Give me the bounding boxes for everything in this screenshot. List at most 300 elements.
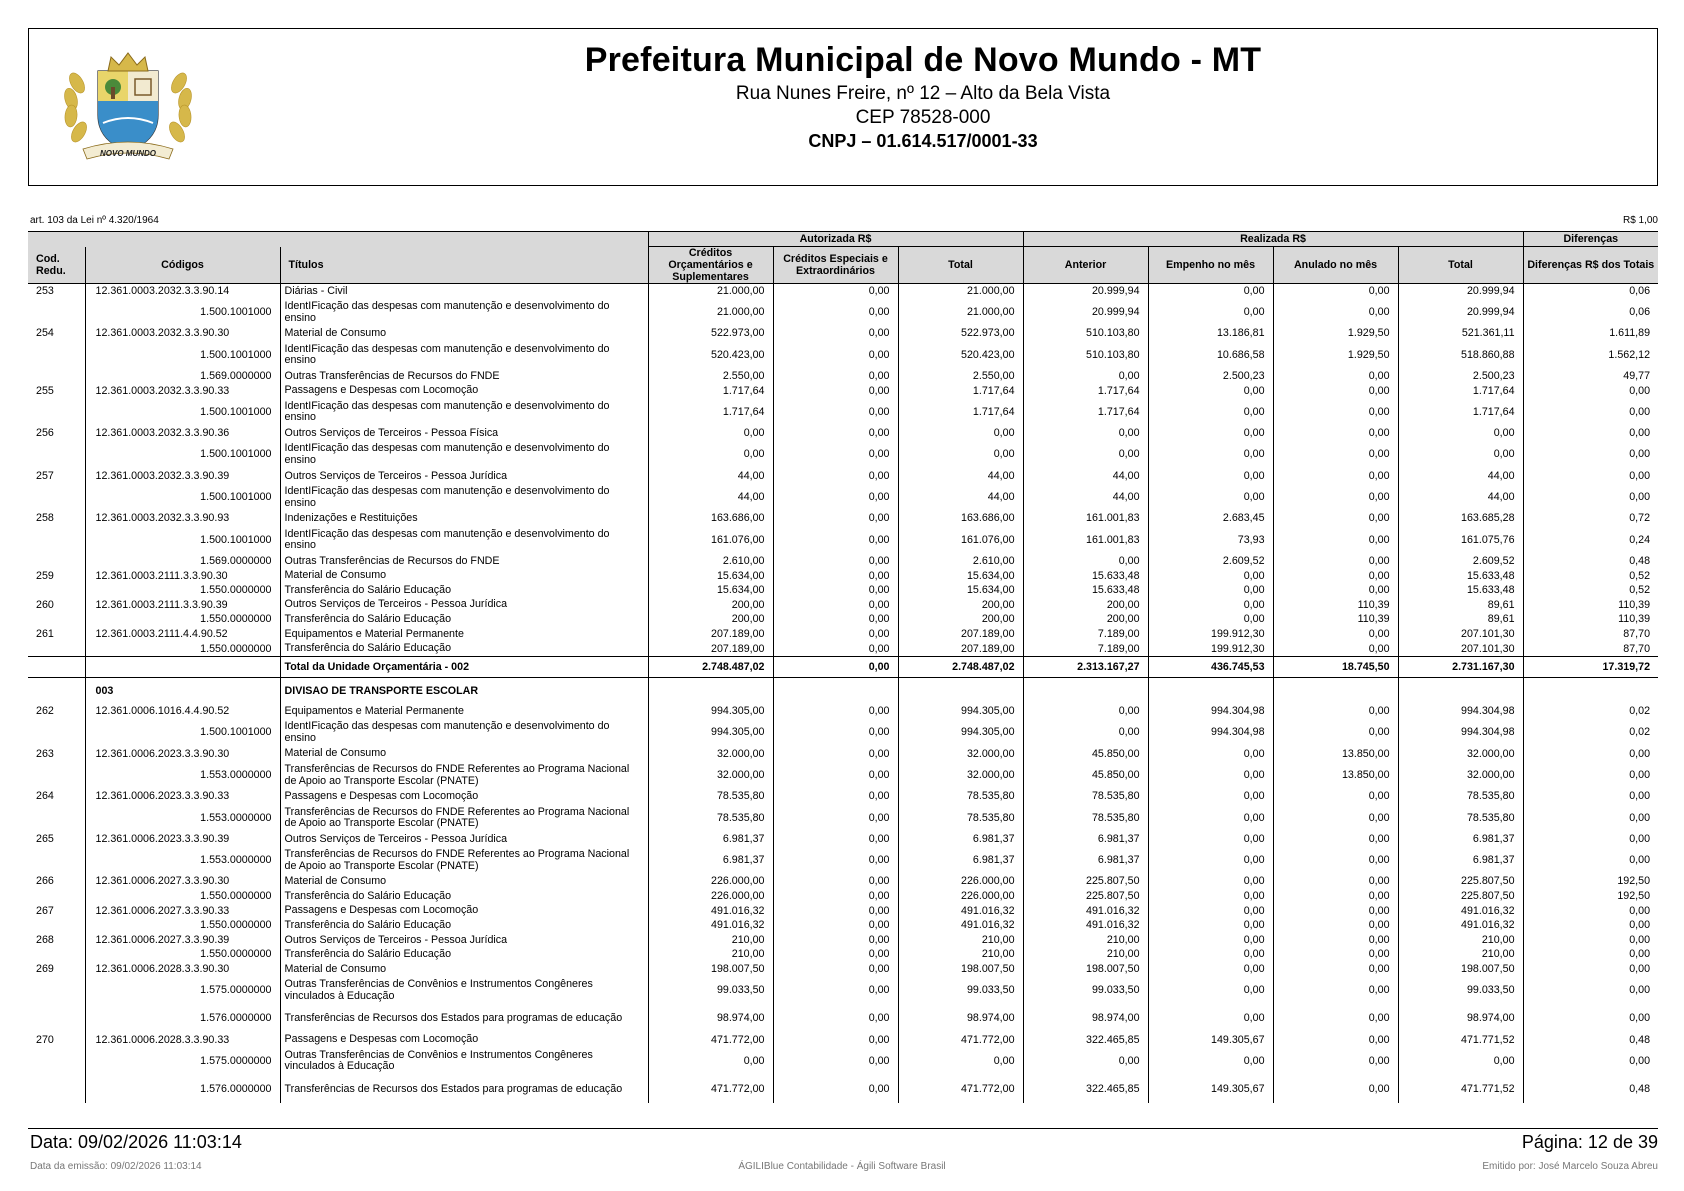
cell-anulado-mes: 1.929,50	[1273, 341, 1398, 369]
cell-title: Transferência do Salário Educação	[280, 918, 648, 933]
cell-code: 12.361.0003.2032.3.3.90.30	[85, 327, 280, 342]
cell-total-autorizada: 471.772,00	[898, 1033, 1023, 1048]
cell-creditos-orcamentarios: 1.717,64	[648, 398, 773, 426]
cell-cod: 270	[36, 1033, 54, 1046]
cell-total-autorizada: 994.305,00	[898, 719, 1023, 747]
cell-total-realizada: 32.000,00	[1398, 747, 1523, 762]
cell-total-autorizada: 161.076,00	[898, 526, 1023, 554]
cell-creditos-especiais: 0,00	[773, 948, 898, 963]
cell-diferencas: 0,06	[1523, 299, 1658, 327]
cell-total-title: Total da Unidade Orçamentária - 002	[280, 657, 648, 678]
cell-anulado-mes: 0,00	[1273, 904, 1398, 919]
cell-code: 1.550.0000000	[85, 918, 280, 933]
cell-diferencas: 0,00	[1523, 977, 1658, 1005]
cell-anulado-mes: 0,00	[1273, 704, 1398, 719]
cell-total-realizada: 0,00	[1398, 1047, 1523, 1075]
cell-code: 1.550.0000000	[85, 889, 280, 904]
cell-total-realizada: 225.807,50	[1398, 875, 1523, 890]
cell-empenho-mes: 149.305,67	[1148, 1075, 1273, 1103]
cell-diferencas: 0,00	[1523, 933, 1658, 948]
cell-cod	[28, 977, 85, 1005]
cell-anulado-mes: 110,39	[1273, 613, 1398, 628]
cell-total-realizada: 44,00	[1398, 484, 1523, 512]
cell-cod: 263	[36, 747, 54, 760]
cell-title: Transferências de Recursos do FNDE Referentes ao Programa Nacional de Apoio ao Transporte Escolar (PNATE)	[280, 804, 648, 832]
cell-cod	[28, 526, 85, 554]
table-subrow	[28, 554, 1658, 569]
cell-cod: 262	[36, 705, 54, 718]
cell-anterior: 491.016,32	[1023, 904, 1148, 919]
cell-diferencas: 0,00	[1523, 948, 1658, 963]
cell-anterior: 0,00	[1023, 369, 1148, 384]
cell-cod	[28, 762, 85, 790]
cell-cod	[28, 657, 85, 678]
cell-title: IdentIFicação das despesas com manutenção e desenvolvimento do ensino	[280, 341, 648, 369]
budget-execution-table	[28, 231, 1658, 1103]
cell-empenho-mes: 2.500,23	[1148, 369, 1273, 384]
cell-code: 1.500.1001000	[85, 526, 280, 554]
cell-anterior: 161.001,83	[1023, 526, 1148, 554]
cell-code: 12.361.0003.2111.3.3.90.30	[85, 569, 280, 584]
cell-creditos-orcamentarios: 994.305,00	[648, 704, 773, 719]
cell-total-realizada: 32.000,00	[1398, 762, 1523, 790]
cell-creditos-orcamentarios: 78.535,80	[648, 790, 773, 805]
cell-cod	[28, 642, 85, 657]
cell-empenho-mes: 994.304,98	[1148, 704, 1273, 719]
cell-creditos-orcamentarios: 471.772,00	[648, 1033, 773, 1048]
cell-empenho-mes: 0,00	[1148, 962, 1273, 977]
cell-empty	[1273, 678, 1398, 705]
cell-title: IdentIFicação das despesas com manutenção e desenvolvimento do ensino	[280, 398, 648, 426]
cell-empenho-mes: 0,00	[1148, 918, 1273, 933]
cell-diferencas: 0,02	[1523, 704, 1658, 719]
cell-diferencas: 192,50	[1523, 889, 1658, 904]
cell-creditos-especiais: 0,00	[773, 962, 898, 977]
cell-total-autorizada: 15.634,00	[898, 583, 1023, 598]
cell-total-realizada: 78.535,80	[1398, 790, 1523, 805]
cell-cod	[28, 613, 85, 628]
cell-anulado-mes: 0,00	[1273, 627, 1398, 642]
cell-diferencas: 0,00	[1523, 384, 1658, 399]
cell-anulado-mes: 0,00	[1273, 299, 1398, 327]
table-subrow	[28, 299, 1658, 327]
cell-anulado-mes: 0,00	[1273, 1075, 1398, 1103]
cell-anterior: 15.633,48	[1023, 569, 1148, 584]
cell-anterior: 78.535,80	[1023, 790, 1148, 805]
cell-anterior: 210,00	[1023, 948, 1148, 963]
cell-title: Material de Consumo	[280, 962, 648, 977]
cell-code: 1.500.1001000	[85, 341, 280, 369]
cell-diferencas: 0,48	[1523, 1033, 1658, 1048]
cell-diferencas: 87,70	[1523, 642, 1658, 657]
cell-creditos-especiais: 0,00	[773, 804, 898, 832]
cell-creditos-orcamentarios: 491.016,32	[648, 918, 773, 933]
cell-empenho-mes: 0,00	[1148, 832, 1273, 847]
cell-creditos-especiais: 0,00	[773, 719, 898, 747]
cell-anterior: 0,00	[1023, 704, 1148, 719]
footer-divider	[28, 1128, 1658, 1129]
cell-creditos-orcamentarios: 32.000,00	[648, 747, 773, 762]
cell-title: Outros Serviços de Terceiros - Pessoa Física	[280, 426, 648, 441]
cell-creditos-especiais: 0,00	[773, 327, 898, 342]
cell-code: 12.361.0006.2023.3.3.90.30	[85, 747, 280, 762]
cell-anterior: 0,00	[1023, 426, 1148, 441]
cell-anulado-mes: 0,00	[1273, 1047, 1398, 1075]
cell-total-realizada: 99.033,50	[1398, 977, 1523, 1005]
cell-creditos-orcamentarios: 200,00	[648, 598, 773, 613]
cell-cod: 260	[36, 598, 54, 611]
cell-total-realizada: 471.771,52	[1398, 1033, 1523, 1048]
cell-creditos-orcamentarios: 471.772,00	[648, 1075, 773, 1103]
cell-empenho-mes: 0,00	[1148, 790, 1273, 805]
cell-cod	[28, 918, 85, 933]
table-subrow	[28, 719, 1658, 747]
cell-empenho-mes: 0,00	[1148, 1047, 1273, 1075]
cell-creditos-especiais: 0,00	[773, 613, 898, 628]
cell-anterior: 98.974,00	[1023, 1005, 1148, 1033]
table-row	[28, 904, 1658, 919]
cell-cod: 267	[36, 904, 54, 917]
cell-total-autorizada: 210,00	[898, 948, 1023, 963]
cell-anulado-mes: 0,00	[1273, 484, 1398, 512]
table-subrow	[28, 1005, 1658, 1033]
cell-total-autorizada: 226.000,00	[898, 889, 1023, 904]
cell-total-realizada: 161.075,76	[1398, 526, 1523, 554]
crest-ribbon-text: NOVO MUNDO	[100, 149, 156, 158]
cell-total-autorizada: 471.772,00	[898, 1075, 1023, 1103]
cell-diferencas: 0,06	[1523, 284, 1658, 299]
cell-cod	[28, 889, 85, 904]
table-row	[28, 875, 1658, 890]
cell-creditos-orcamentarios: 6.981,37	[648, 832, 773, 847]
cell-total-realizada: 78.535,80	[1398, 804, 1523, 832]
cell-code: 1.500.1001000	[85, 441, 280, 469]
table-body	[28, 284, 1658, 1104]
cell-title: Transferência do Salário Educação	[280, 613, 648, 628]
group-row	[28, 678, 1658, 705]
cell-total-realizada: 44,00	[1398, 469, 1523, 484]
cell-anterior: 225.807,50	[1023, 875, 1148, 890]
cell-empty	[898, 678, 1023, 705]
cell-empenho-mes: 0,00	[1148, 284, 1273, 299]
cell-creditos-especiais: 0,00	[773, 341, 898, 369]
table-row	[28, 426, 1658, 441]
table-subrow	[28, 847, 1658, 875]
cell-total-autorizada: 210,00	[898, 933, 1023, 948]
cell-creditos-orcamentarios: 0,00	[648, 441, 773, 469]
footer-issued-by: Emitido por: José Marcelo Souza Abreu	[1482, 1161, 1658, 1172]
cell-diferencas: 0,00	[1523, 426, 1658, 441]
cell-empenho-mes: 0,00	[1148, 426, 1273, 441]
cell-diferencas: 0,24	[1523, 526, 1658, 554]
cell-cod	[28, 804, 85, 832]
cell-total-realizada: 20.999,94	[1398, 299, 1523, 327]
cell-cod: 266	[36, 875, 54, 888]
footer-emission-date: Data da emissão: 09/02/2026 11:03:14	[30, 1161, 202, 1172]
cell-diferencas: 0,00	[1523, 904, 1658, 919]
cell-cod: 264	[36, 790, 54, 803]
cell-total-realizada: 6.981,37	[1398, 847, 1523, 875]
cell-title: Passagens e Despesas com Locomoção	[280, 790, 648, 805]
table-subrow	[28, 484, 1658, 512]
cell-title: Indenizações e Restituições	[280, 512, 648, 527]
cell-cod: 265	[36, 832, 54, 845]
col-header-anulado-mes: Anulado no mês	[1273, 247, 1398, 284]
cell-title: IdentIFicação das despesas com manutenção e desenvolvimento do ensino	[280, 299, 648, 327]
cell-creditos-orcamentarios: 200,00	[648, 613, 773, 628]
cell-anulado-mes: 0,00	[1273, 526, 1398, 554]
cell-anterior: 7.189,00	[1023, 627, 1148, 642]
cell-code: 12.361.0006.2023.3.3.90.39	[85, 832, 280, 847]
cell-empenho-mes: 0,00	[1148, 933, 1273, 948]
cell-cod	[28, 678, 85, 705]
cell-code: 1.576.0000000	[85, 1075, 280, 1103]
cell-cod	[28, 1005, 85, 1033]
cell-code: 12.361.0006.2028.3.3.90.30	[85, 962, 280, 977]
cell-anulado-mes: 0,00	[1273, 642, 1398, 657]
cell-code: 1.553.0000000	[85, 804, 280, 832]
cell-empenho-mes: 0,00	[1148, 469, 1273, 484]
cell-creditos-especiais: 0,00	[773, 933, 898, 948]
col-header-creditos-especiais: Créditos Especiais e Extraordinários	[773, 247, 898, 284]
cell-anulado-mes: 0,00	[1273, 441, 1398, 469]
cell-creditos-especiais: 0,00	[773, 299, 898, 327]
cell-total-realizada: 471.771,52	[1398, 1075, 1523, 1103]
cell-anterior: 44,00	[1023, 469, 1148, 484]
cell-title: Outras Transferências de Convênios e Instrumentos Congêneres vinculados à Educação	[280, 977, 648, 1005]
cell-total-autorizada: 522.973,00	[898, 327, 1023, 342]
cell-anulado-mes: 0,00	[1273, 469, 1398, 484]
cell-code: 12.361.0003.2111.3.3.90.39	[85, 598, 280, 613]
cell-anterior: 0,00	[1023, 441, 1148, 469]
col-header-anterior: Anterior	[1023, 247, 1148, 284]
cell-total-realizada: 163.685,28	[1398, 512, 1523, 527]
cell-cod	[28, 369, 85, 384]
cell-empenho-mes: 0,00	[1148, 398, 1273, 426]
cell-code: 1.575.0000000	[85, 1047, 280, 1075]
cell-anulado-mes: 0,00	[1273, 554, 1398, 569]
cell-title: Passagens e Despesas com Locomoção	[280, 384, 648, 399]
table-row	[28, 598, 1658, 613]
cell-cod	[28, 441, 85, 469]
cell-creditos-orcamentarios: 207.189,00	[648, 642, 773, 657]
cell-total-realizada: 0,00	[1398, 441, 1523, 469]
table-row	[28, 512, 1658, 527]
cell-total-autorizada: 78.535,80	[898, 804, 1023, 832]
cell-anterior: 45.850,00	[1023, 762, 1148, 790]
cell-creditos-especiais: 0,00	[773, 642, 898, 657]
cell-total-autorizada: 2.610,00	[898, 554, 1023, 569]
cell-code	[85, 657, 280, 678]
cell-total-diferencas: 17.319,72	[1523, 657, 1658, 678]
cell-anulado-mes: 13.850,00	[1273, 747, 1398, 762]
cell-anterior: 6.981,37	[1023, 832, 1148, 847]
cell-anulado-mes: 0,00	[1273, 569, 1398, 584]
cell-creditos-especiais: 0,00	[773, 284, 898, 299]
cell-anulado-mes: 110,39	[1273, 598, 1398, 613]
cell-total-realizada: 521.361,11	[1398, 327, 1523, 342]
cell-anulado-mes: 0,00	[1273, 284, 1398, 299]
report-header	[28, 28, 1658, 186]
cell-diferencas: 0,00	[1523, 1005, 1658, 1033]
cell-creditos-especiais: 0,00	[773, 832, 898, 847]
cell-creditos-orcamentarios: 163.686,00	[648, 512, 773, 527]
cell-empenho-mes: 0,00	[1148, 804, 1273, 832]
cell-anulado-mes: 0,00	[1273, 977, 1398, 1005]
cell-total-realizada: 15.633,48	[1398, 569, 1523, 584]
cell-total-realizada: 198.007,50	[1398, 962, 1523, 977]
table-row	[28, 704, 1658, 719]
cell-diferencas: 0,02	[1523, 719, 1658, 747]
cell-empty	[648, 678, 773, 705]
cell-creditos-especiais: 0,00	[773, 747, 898, 762]
cell-total-autorizada: 200,00	[898, 613, 1023, 628]
cell-anulado-mes: 0,00	[1273, 804, 1398, 832]
cell-cod	[28, 1075, 85, 1103]
cell-code: 1.500.1001000	[85, 484, 280, 512]
cell-title: Transferências de Recursos dos Estados para programas de educação	[280, 1005, 648, 1033]
cell-total-realizada: 207.101,30	[1398, 642, 1523, 657]
cell-code: 1.569.0000000	[85, 369, 280, 384]
cell-title: Transferência do Salário Educação	[280, 889, 648, 904]
cell-anterior: 45.850,00	[1023, 747, 1148, 762]
footer-software: ÁGILIBlue Contabilidade - Ágili Software Brasil	[738, 1161, 946, 1172]
cell-creditos-orcamentarios: 522.973,00	[648, 327, 773, 342]
cell-total-autorizada: 0,00	[898, 1047, 1023, 1075]
cell-creditos-orcamentarios: 198.007,50	[648, 962, 773, 977]
cell-anterior: 1.717,64	[1023, 384, 1148, 399]
cell-code: 1.500.1001000	[85, 299, 280, 327]
cell-total-autorizada: 200,00	[898, 598, 1023, 613]
cell-anterior: 0,00	[1023, 554, 1148, 569]
cell-empty	[1398, 678, 1523, 705]
cell-anterior: 200,00	[1023, 613, 1148, 628]
cell-total-autorizada: 44,00	[898, 469, 1023, 484]
cell-diferencas: 49,77	[1523, 369, 1658, 384]
cell-creditos-especiais: 0,00	[773, 583, 898, 598]
cell-creditos-orcamentarios: 0,00	[648, 426, 773, 441]
cell-code: 1.550.0000000	[85, 613, 280, 628]
col-header-diferencas: Diferenças R$ dos Totais	[1523, 247, 1658, 284]
cell-diferencas: 110,39	[1523, 598, 1658, 613]
cell-anulado-mes: 0,00	[1273, 512, 1398, 527]
cell-creditos-especiais: 0,00	[773, 484, 898, 512]
cell-creditos-orcamentarios: 210,00	[648, 948, 773, 963]
table-row	[28, 384, 1658, 399]
cell-total-autorizada: 78.535,80	[898, 790, 1023, 805]
table-subrow	[28, 341, 1658, 369]
cell-creditos-orcamentarios: 78.535,80	[648, 804, 773, 832]
cell-total-autorizada: 491.016,32	[898, 904, 1023, 919]
col-header-empenho-mes: Empenho no mês	[1148, 247, 1273, 284]
cell-empenho-mes: 0,00	[1148, 847, 1273, 875]
cell-anterior: 15.633,48	[1023, 583, 1148, 598]
table-subrow	[28, 583, 1658, 598]
cell-code: 12.361.0003.2032.3.3.90.14	[85, 284, 280, 299]
cell-diferencas: 0,00	[1523, 398, 1658, 426]
cell-anulado-mes: 1.929,50	[1273, 327, 1398, 342]
cell-creditos-especiais: 0,00	[773, 441, 898, 469]
cell-anulado-mes: 0,00	[1273, 1005, 1398, 1033]
cell-total-autorizada: 994.305,00	[898, 704, 1023, 719]
cell-total-autorizada: 0,00	[898, 426, 1023, 441]
cell-total-realizada: 15.633,48	[1398, 583, 1523, 598]
cell-cod	[28, 554, 85, 569]
cell-total-autorizada: 1.717,64	[898, 398, 1023, 426]
cell-code: 1.553.0000000	[85, 762, 280, 790]
cell-total-autorizada: 198.007,50	[898, 962, 1023, 977]
table-subrow	[28, 398, 1658, 426]
cell-title: Outros Serviços de Terceiros - Pessoa Jurídica	[280, 469, 648, 484]
cell-title: IdentIFicação das despesas com manutenção e desenvolvimento do ensino	[280, 441, 648, 469]
table-subrow	[28, 977, 1658, 1005]
table-row	[28, 933, 1658, 948]
cell-anulado-mes: 0,00	[1273, 426, 1398, 441]
table-row	[28, 284, 1658, 299]
cell-total-realizada: 2.609,52	[1398, 554, 1523, 569]
cell-code: 12.361.0006.2027.3.3.90.39	[85, 933, 280, 948]
cell-total-realizada: 207.101,30	[1398, 627, 1523, 642]
cell-creditos-especiais: 0,00	[773, 554, 898, 569]
cell-total-autorizada: 2.550,00	[898, 369, 1023, 384]
cell-total-autorizada: 15.634,00	[898, 569, 1023, 584]
cell-creditos-especiais: 0,00	[773, 977, 898, 1005]
cell-diferencas: 0,48	[1523, 1075, 1658, 1103]
cell-creditos-especiais: 0,00	[773, 598, 898, 613]
cell-diferencas: 0,52	[1523, 583, 1658, 598]
cell-creditos-especiais: 0,00	[773, 627, 898, 642]
cell-title: Outras Transferências de Recursos do FNDE	[280, 554, 648, 569]
cell-diferencas: 0,00	[1523, 832, 1658, 847]
cell-anterior: 225.807,50	[1023, 889, 1148, 904]
cell-title: Transferência do Salário Educação	[280, 948, 648, 963]
cell-cod	[28, 484, 85, 512]
cell-diferencas: 0,00	[1523, 962, 1658, 977]
cell-code: 1.550.0000000	[85, 642, 280, 657]
cell-total-realizada: 1.717,64	[1398, 384, 1523, 399]
cell-empenho-mes: 0,00	[1148, 762, 1273, 790]
cell-empty	[1023, 678, 1148, 705]
cell-title: Passagens e Despesas com Locomoção	[280, 1033, 648, 1048]
cell-cod: 259	[36, 569, 54, 582]
cell-anulado-mes: 0,00	[1273, 1033, 1398, 1048]
cell-total-realizada: 2.500,23	[1398, 369, 1523, 384]
cell-total-realizada: 994.304,98	[1398, 719, 1523, 747]
cell-cod: 257	[36, 469, 54, 482]
cell-anterior: 161.001,83	[1023, 512, 1148, 527]
cell-cod: 269	[36, 963, 54, 976]
cell-creditos-especiais: 0,00	[773, 469, 898, 484]
law-reference: art. 103 da Lei nº 4.320/1964	[30, 215, 159, 226]
cell-title: Outras Transferências de Recursos do FNDE	[280, 369, 648, 384]
cell-total-anterior: 2.313.167,27	[1023, 657, 1148, 678]
cell-diferencas: 0,00	[1523, 762, 1658, 790]
col-header-codigos: Códigos	[85, 247, 280, 284]
cell-diferencas: 0,00	[1523, 747, 1658, 762]
cell-total-realizada: 994.304,98	[1398, 704, 1523, 719]
cell-anterior: 210,00	[1023, 933, 1148, 948]
cell-creditos-especiais: 0,00	[773, 1005, 898, 1033]
cell-creditos-orcamentarios: 226.000,00	[648, 889, 773, 904]
cell-cod	[28, 583, 85, 598]
cell-anulado-mes: 0,00	[1273, 398, 1398, 426]
cell-creditos-orcamentarios: 226.000,00	[648, 875, 773, 890]
cell-total-autorizada: 163.686,00	[898, 512, 1023, 527]
cell-anterior: 6.981,37	[1023, 847, 1148, 875]
cell-title: Material de Consumo	[280, 747, 648, 762]
cell-diferencas: 0,00	[1523, 484, 1658, 512]
cell-creditos-orcamentarios: 21.000,00	[648, 284, 773, 299]
